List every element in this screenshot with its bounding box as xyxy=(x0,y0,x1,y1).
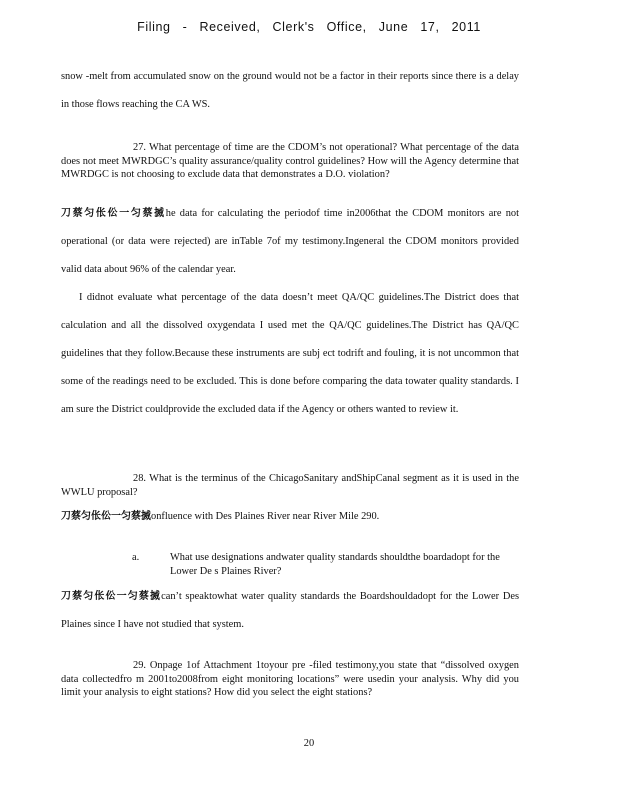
answer-27-continued: I didnot evaluate what percentage of the data doesn’t meet QA/QC guidelines.The District does that calculation and all the dissolved oxygendata I used met the QA/QC guidelines.The District has QA/QC guidelines that they follow.Because these instruments are subj ect todrift and fouling, it is not uncommon that some of the readings need to be excluded. This is done before comparing the data towater quality standards. I am sure the District couldprovide the excluded data if the Agency or others wanted to review it. xyxy=(61,292,519,415)
sub-question-marker: a. xyxy=(132,552,140,563)
answer-label: 刀蔡匀伥伀一匀蔡揻 xyxy=(61,208,166,219)
answer-28-text: onfluence with Des Plaines River near River Mile 290. xyxy=(151,511,380,522)
answer-label: 刀蔡匀伥伀一匀蔡揻 xyxy=(61,511,151,522)
question-28a-text: What use designations andwater quality standards shouldthe boardadopt for the Lower De s Plaines River? xyxy=(170,552,500,577)
question-28a xyxy=(132,551,500,578)
answer-27-text: he data for calculating the periodof time in2006that the CDOM monitors are not operational (or data were rejected) are inTable 7of my testimony.Ingeneral the CDOM monitors provided valid data about 96% of the calendar year. xyxy=(61,208,520,275)
answer-28a xyxy=(61,583,519,639)
question-27: 27. What percentage of time are the CDOM’s not operational? What percentage of the data does not meet MWRDGC’s quality assurance/quality control guidelines? How will the Agency determine that MWRDGC is not choosing to exclude data that demonstrates a D.O. violation? xyxy=(61,142,519,180)
filing-header: Filing - Received, Clerk's Office, June 17, 2011 xyxy=(137,20,481,34)
question-28: 28. What is the terminus of the ChicagoSanitary andShipCanal segment as it is used in the WWLU proposal? xyxy=(61,473,519,498)
page-number: 20 xyxy=(303,738,315,749)
continuation-paragraph: snow -melt from accumulated snow on the ground would not be a factor in their reports since there is a delay in those flows reaching the CA WS. xyxy=(61,71,519,110)
answer-28 xyxy=(61,503,519,531)
question-29: 29. Onpage 1of Attachment 1toyour pre -filed testimony,you state that “dissolved oxygen data collectedfro m 2001to2008from eight monitoring locations” were usedin your analysis. Why did you limit your analysis to eight stations? How did you select the eight stations? xyxy=(61,660,519,698)
answer-27 xyxy=(61,200,519,284)
answer-28a-text: can’t speaktowhat water quality standards the Boardshouldadopt for the Lower Des Plaines since I have not studied that system. xyxy=(61,591,520,630)
answer-label: 刀蔡匀伥伀一匀蔡揻 xyxy=(61,591,162,602)
